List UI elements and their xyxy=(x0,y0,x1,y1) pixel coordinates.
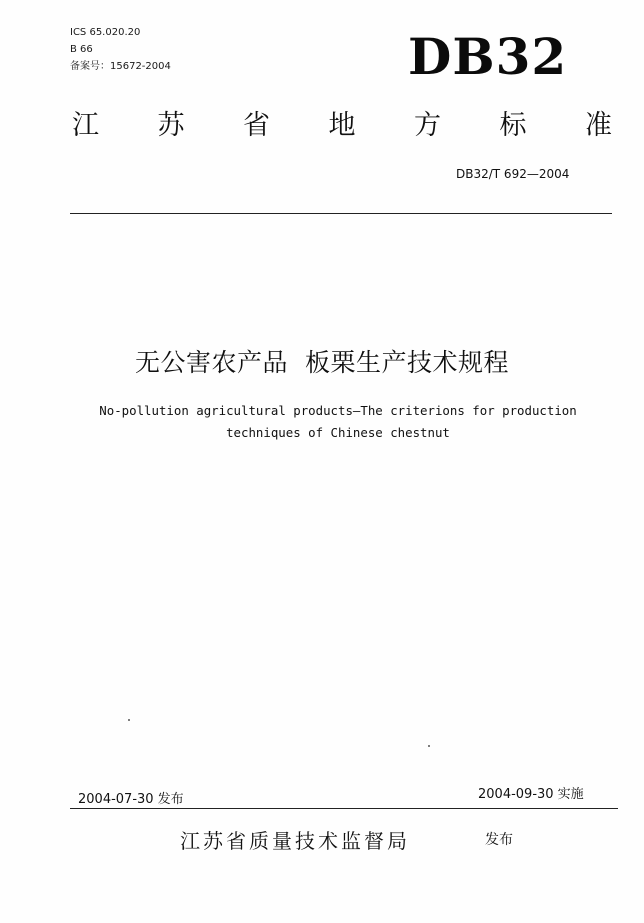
standard-type-char: 方 xyxy=(414,110,441,141)
record-number: 备案号：15672-2004 xyxy=(70,61,171,72)
standard-type-char: 江 xyxy=(72,110,99,141)
document-title-chinese: 无公害农产品 板栗生产技术规程 xyxy=(135,348,509,377)
ccs-code: B 66 xyxy=(70,44,93,55)
standard-type-char: 标 xyxy=(499,110,527,141)
issue-date: 2004-07-30 发布 xyxy=(78,792,184,807)
db32-logo: DB32 xyxy=(408,27,568,86)
standard-type-heading xyxy=(72,112,612,139)
scan-speck xyxy=(128,719,130,721)
standard-type-char: 地 xyxy=(328,110,356,141)
ics-code: ICS 65.020.20 xyxy=(70,27,141,38)
standard-number: DB32/T 692—2004 xyxy=(456,167,570,181)
english-title-line-1: No-pollution agricultural products—The criterions for production xyxy=(99,403,577,418)
standard-type-char: 省 xyxy=(243,110,270,141)
publisher-name: 江苏省质量技术监督局 xyxy=(180,829,410,853)
english-title-line-2: techniques of Chinese chestnut xyxy=(226,425,450,440)
standard-type-char: 苏 xyxy=(157,110,185,141)
scan-speck xyxy=(428,745,430,747)
document-title-english xyxy=(60,400,616,444)
standard-type-char: 准 xyxy=(585,110,612,141)
publisher-suffix: 发布 xyxy=(485,832,513,848)
header-divider xyxy=(70,213,612,214)
footer-divider xyxy=(70,808,618,809)
implementation-date: 2004-09-30 实施 xyxy=(478,787,584,802)
